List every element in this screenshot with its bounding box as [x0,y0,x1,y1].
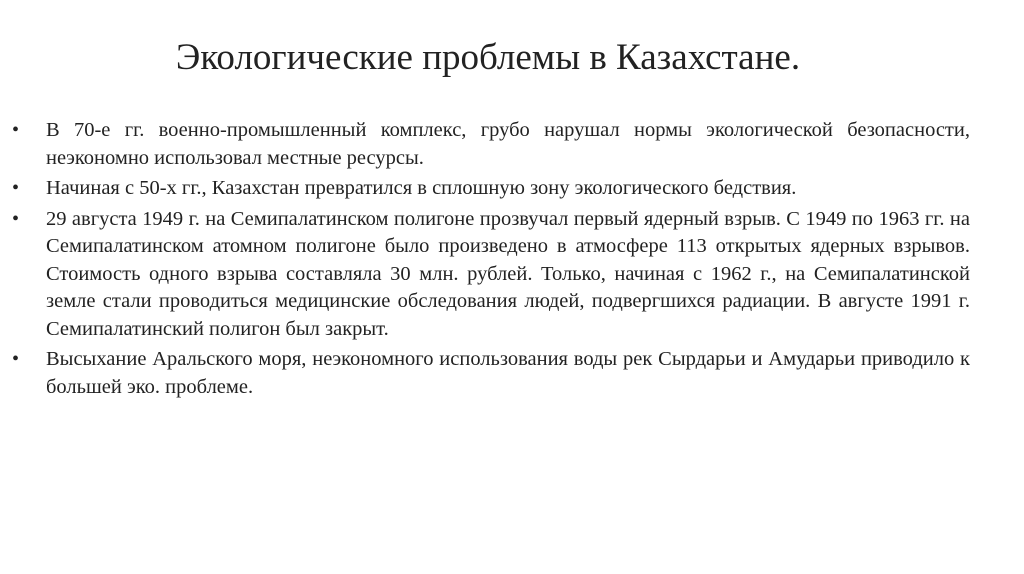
bullet-dot-icon: • [12,177,20,199]
bullet-dot-icon: • [12,119,20,141]
bullet-item [12,117,970,172]
bullet-text: 29 августа 1949 г. на Семипалатинском полигоне прозвучал первый ядерный взрыв. С 1949 по 1963 гг. на Семипалатинском атомном полигоне было произведено в атмосфере 113 открытых ядерных взрывов. Стоимость одного взрыва составляла 30 млн. рублей. Только, начиная с 1962 г., на Семипалатинской земле стали проводиться медицинские обследования людей, подвергшихся радиации. В августе 1991 г. Семипалатинский полигон был закрыт. [46,207,970,340]
bullet-list [12,117,970,404]
bullet-item [12,175,970,203]
bullet-item [12,206,970,344]
bullet-dot-icon: • [12,207,20,230]
bullet-item [12,346,970,401]
bullet-text: Начиная с 50-х гг., Казахстан превратился в сплошную зону экологического бедствия. [46,177,797,199]
slide-title: Экологические проблемы в Казахстане. [175,37,801,78]
bullet-text: В 70-е гг. военно-промышленный комплекс, грубо нарушал нормы экологической безопасности, неэкономно использовал местные ресурсы. [46,119,970,169]
bullet-dot-icon: • [12,348,20,370]
bullet-text: Высыхание Аральского моря, неэкономного использования воды рек Сырдарьи и Амударьи приводило к большей эко. проблеме. [46,348,970,398]
